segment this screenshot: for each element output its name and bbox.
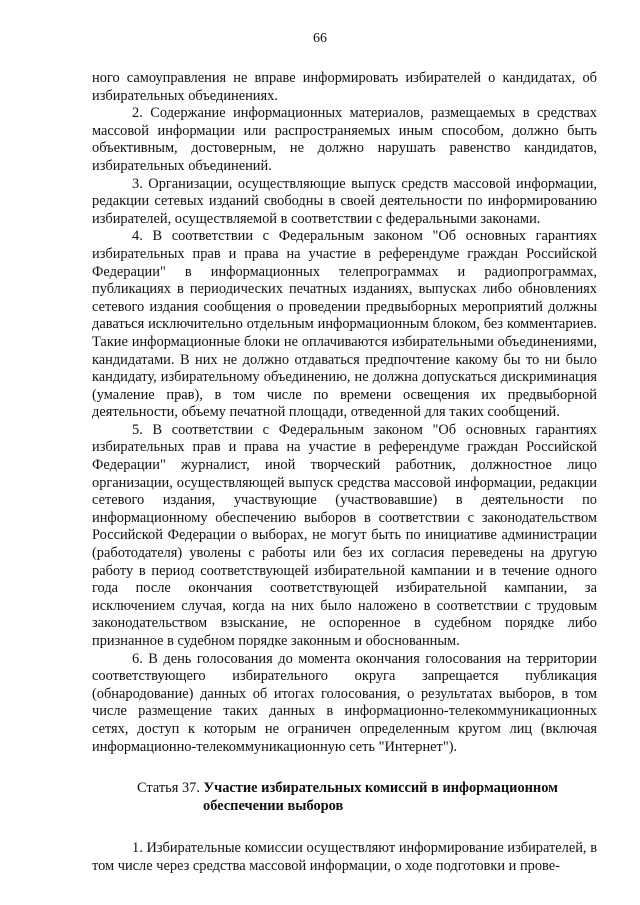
paragraph-6: 6. В день голосования до момента окончания голосования на территории соответствующего избирательного округа запрещается публикация (обнародование) данных об итогах голосования, о результатах выборов, в том числе размещение таких данных в информационно-телекоммуникационных сетях, доступ к которым не ограничен определенным кругом лиц (включая информационно-телекоммуникационную сеть "Интернет"). (92, 650, 597, 755)
paragraph-continuation: ного самоуправления не вправе информировать избирателей о кандидатах, об избирательных объединениях. (92, 70, 597, 104)
paragraph-5: 5. В соответствии с Федеральным законом "Об основных гарантиях избирательных прав и права на участие в референдуме граждан Российской Федерации" журналист, иной творческий работник, должностное лицо организации, осуществляющей выпуск средства массовой информации, редакции сетевого издания, участвующие (участвовавшие) в деятельности по информационному обеспечению выборов в соответствии с законодательством Российской Федерации о выборах, не могут быть по инициативе администрации (работодателя) уволены с работы или без их согласия переведены на другую работу в период соответствующей избирательной кампании и в течение одного года после окончания соответствующей избирательной кампании, за исключением случая, когда на них было наложено в соответствии с трудовым законодательством взыскание, не оспоренное в судебном порядке либо признанное в судебном порядке законным и обоснованным. (92, 421, 597, 649)
article-title-line-2: обеспечении выборов (203, 797, 344, 814)
article-number: Статья 37. (137, 780, 204, 797)
paragraph-4: 4. В соответствии с Федеральным законом "Об основных гарантиях избирательных прав и права на участие в референдуме граждан Российской Федерации" в информационных телепрограммах и радиопрограммах, публикациях в периодических печатных изданиях, выпусках либо обновлениях сетевого издания сообщения о проведении предвыборных мероприятий должны даваться исключительно отдельным информационным блоком, без комментариев. Такие информационные блоки не оплачиваются избирательными объединениями, кандидатами. В них не должно отдаваться предпочтение какому бы то ни было кандидату, избирательному объединению, не должна допускаться дискриминация (умаление прав), в том числе по времени освещения их предвыборной деятельности, объему печатной площади, отведенной для таких сообщений. (92, 228, 597, 421)
paragraph-2: 2. Содержание информационных материалов, размещаемых в средствах массовой информации или распространяемых иным способом, должно быть объективным, достоверным, не должно нарушать равенство кандидатов, избирательных объединений. (92, 105, 597, 174)
document-body (92, 70, 597, 876)
article-37-paragraph-1: 1. Избирательные комиссии осуществляют информирование избирателей, в том числе через средства массовой информации, о ходе подготовки и прове- (92, 840, 597, 874)
paragraph-3: 3. Организации, осуществляющие выпуск средств массовой информации, редакции сетевых изданий свободны в своей деятельности по информированию избирателей, осуществляемой в соответствии с федеральными законами. (92, 175, 597, 227)
page-number: 66 (313, 31, 327, 46)
article-heading (92, 780, 597, 815)
article-title-line-1: Участие избирательных комиссий в информационном (203, 780, 558, 797)
